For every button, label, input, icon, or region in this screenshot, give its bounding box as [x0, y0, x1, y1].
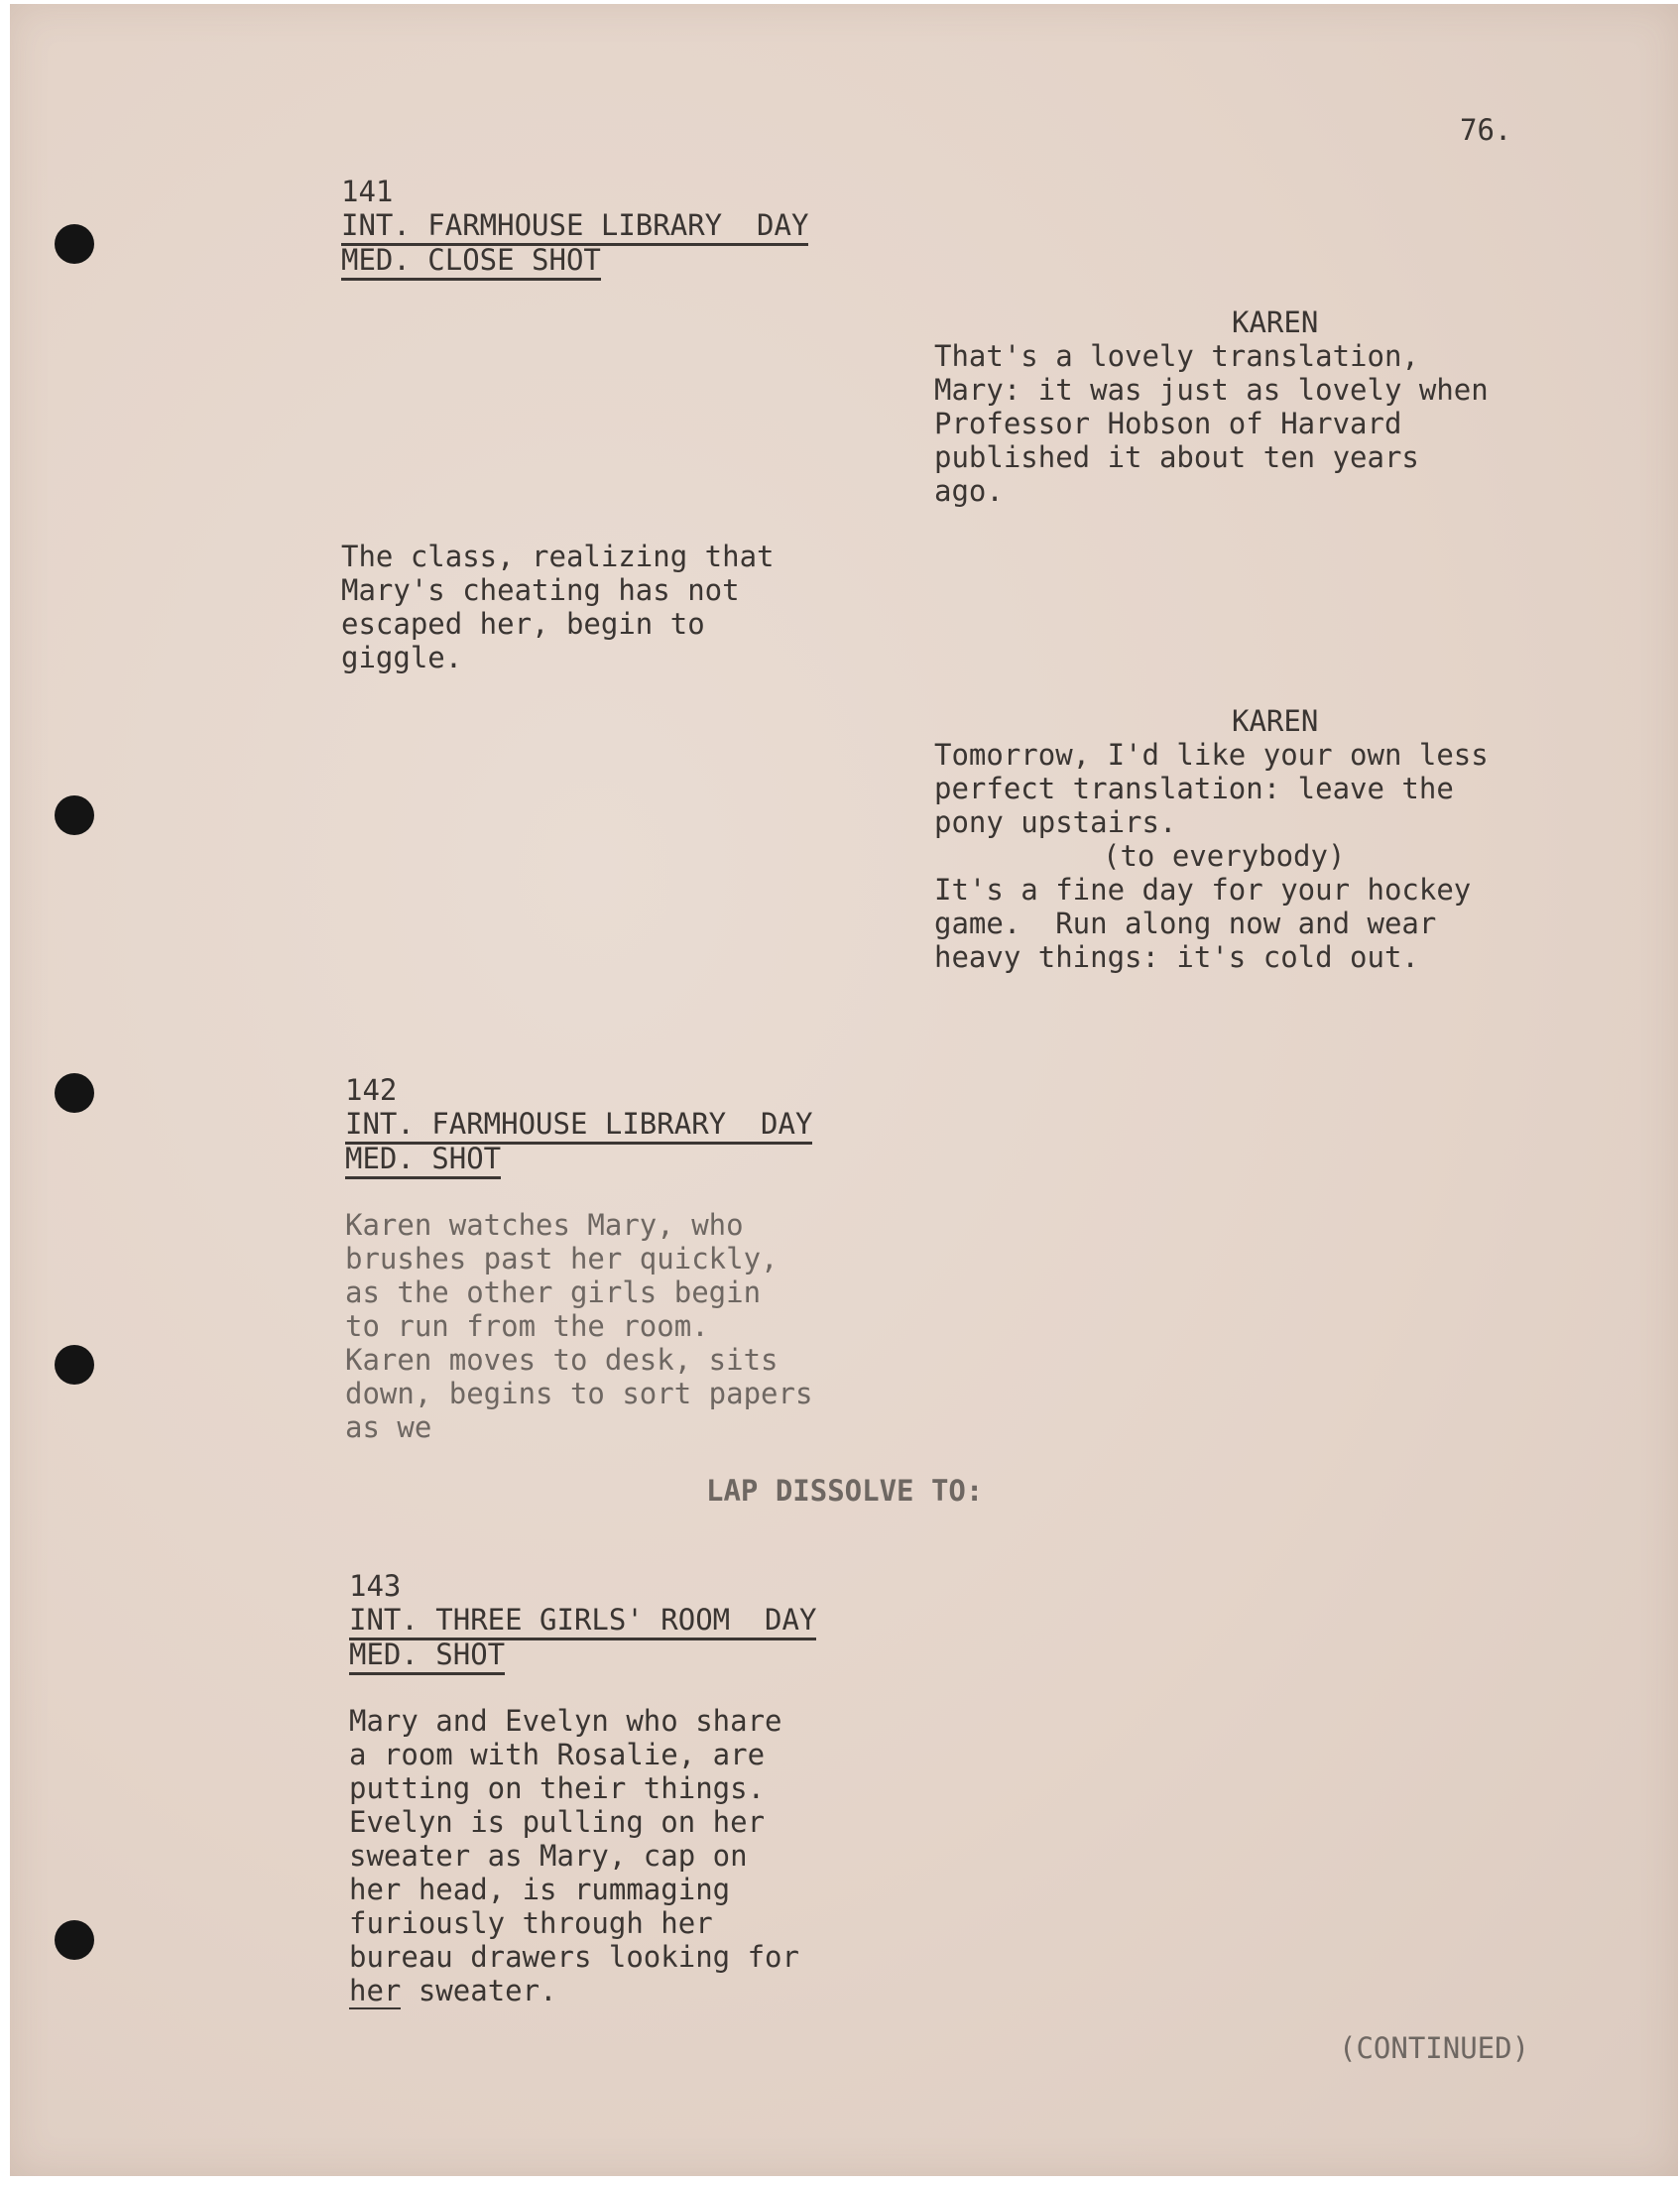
punch-hole-icon — [55, 1345, 94, 1385]
action-line: furiously through her — [349, 1906, 713, 1940]
dialogue-line: That's a lovely translation, — [934, 339, 1419, 373]
action-line: brushes past her quickly, — [345, 1242, 779, 1275]
punch-hole-icon — [55, 224, 94, 264]
action-line: Mary's cheating has not — [341, 573, 740, 607]
action-line: putting on their things. — [349, 1771, 766, 1805]
action-line: to run from the room. — [345, 1309, 709, 1343]
scene-number: 142 — [345, 1073, 398, 1107]
dialogue-line: Tomorrow, I'd like your own less — [934, 738, 1489, 772]
action-line: Karen moves to desk, sits — [345, 1343, 779, 1377]
action-line: as we — [345, 1410, 432, 1444]
character-name: KAREN — [1232, 704, 1319, 738]
dialogue-line: ago. — [934, 474, 1004, 508]
page-number: 76. — [1460, 113, 1512, 147]
underlined-word: her — [349, 1974, 402, 2007]
scene-heading: INT. FARMHOUSE LIBRARY DAY — [345, 1107, 812, 1145]
scene-number: 141 — [341, 175, 394, 208]
action-line: Karen watches Mary, who — [345, 1208, 744, 1242]
action-line: giggle. — [341, 641, 463, 674]
action-line: as the other girls begin — [345, 1275, 762, 1309]
dialogue-line: pony upstairs. — [934, 805, 1177, 839]
action-line-rest: sweater. — [401, 1974, 557, 2007]
action-line: Evelyn is pulling on her — [349, 1805, 766, 1839]
action-line: sweater as Mary, cap on — [349, 1839, 748, 1873]
action-line: bureau drawers looking for — [349, 1940, 799, 1974]
dialogue-block — [934, 738, 1489, 974]
dialogue-line: published it about ten years — [934, 440, 1419, 474]
action-block — [349, 1704, 799, 2007]
action-block — [341, 540, 775, 674]
dialogue-line: perfect translation: leave the — [934, 772, 1454, 805]
punch-hole-icon — [55, 795, 94, 835]
action-line: her head, is rummaging — [349, 1873, 731, 1906]
dialogue-block — [934, 339, 1489, 508]
transition: LAP DISSOLVE TO: — [706, 1474, 984, 1508]
dialogue-line: Professor Hobson of Harvard — [934, 407, 1402, 440]
action-line: escaped her, begin to — [341, 607, 705, 641]
action-line: down, begins to sort papers — [345, 1377, 813, 1410]
scene-number: 143 — [349, 1569, 402, 1603]
parenthetical: (to everybody) — [1103, 839, 1346, 873]
script-page — [10, 4, 1678, 2176]
action-line: The class, realizing that — [341, 540, 775, 573]
continued-marker: (CONTINUED) — [1339, 2031, 1530, 2065]
shot-description: MED. SHOT — [349, 1638, 505, 1675]
dialogue-line: Mary: it was just as lovely when — [934, 373, 1489, 407]
dialogue-line: game. Run along now and wear — [934, 907, 1437, 940]
scene-heading: INT. THREE GIRLS' ROOM DAY — [349, 1603, 816, 1640]
shot-description: MED. SHOT — [345, 1142, 501, 1179]
dialogue-line: heavy things: it's cold out. — [934, 940, 1419, 974]
scene-heading: INT. FARMHOUSE LIBRARY DAY — [341, 208, 808, 246]
punch-hole-icon — [55, 1920, 94, 1960]
action-line: Mary and Evelyn who share — [349, 1704, 782, 1738]
action-line: a room with Rosalie, are — [349, 1738, 766, 1771]
action-line-last — [349, 1974, 799, 2007]
shot-description: MED. CLOSE SHOT — [341, 243, 601, 281]
character-name: KAREN — [1232, 305, 1319, 339]
dialogue-line: It's a fine day for your hockey — [934, 873, 1472, 907]
action-block — [345, 1208, 812, 1444]
punch-hole-icon — [55, 1073, 94, 1113]
